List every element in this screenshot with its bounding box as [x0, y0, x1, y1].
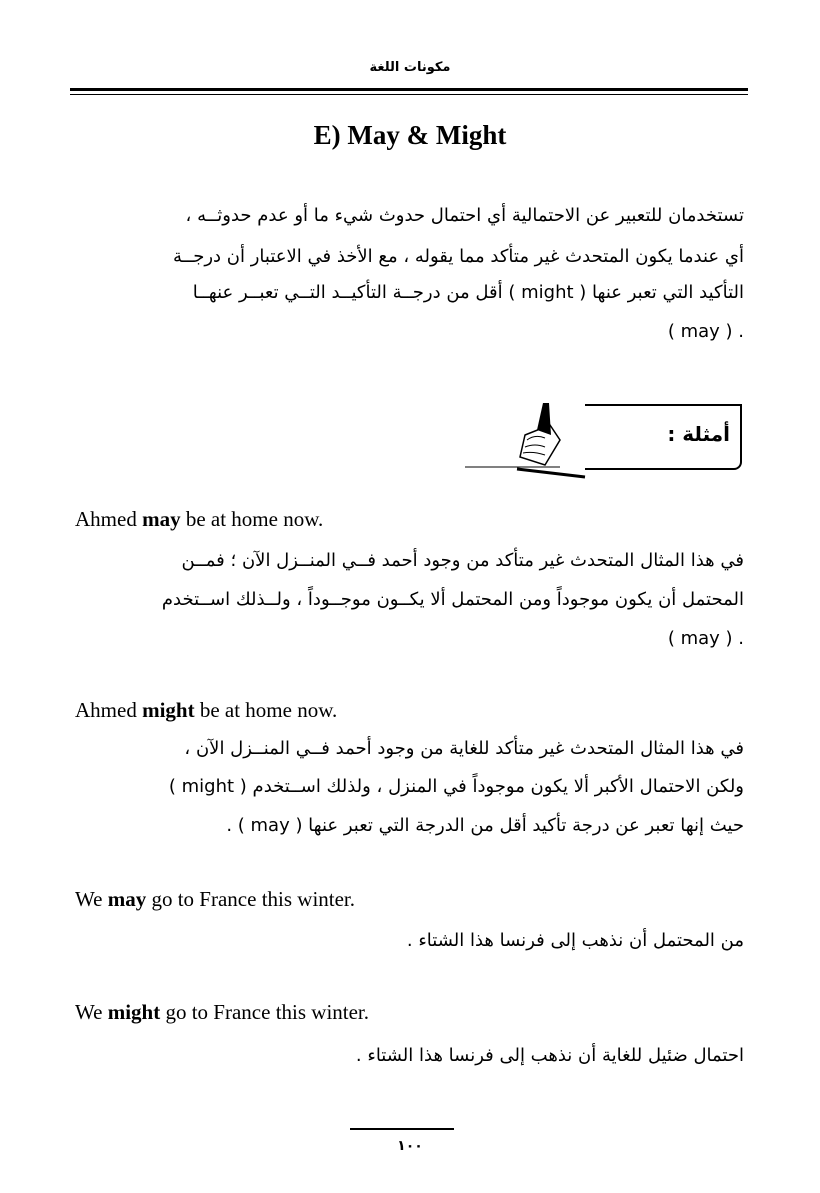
example-2-line-3: حيث إنها تعبر عن درجة تأكيد أقل من الدرجة التي تعبر عنها ( may ) .	[226, 815, 744, 836]
example-3-keyword: may	[107, 887, 147, 911]
example-1-keyword: may	[142, 507, 181, 531]
example-3-pre: We	[75, 887, 108, 911]
example-1-line-2: المحتمل أن يكون موجوداً ومن المحتمل ألا يكــون موجــوداً ، ولــذلك اســتخدم	[161, 589, 744, 610]
intro-line-1: تستخدمان للتعبير عن الاحتمالية أي احتمال حدوث شيء ما أو عدم حدوثــه ،	[185, 205, 744, 226]
intro-line-3: التأكيد التي تعبر عنها ( might ) أقل من درجــة التأكيــد التــي تعبــر عنهــا	[192, 282, 744, 303]
example-1-post: be at home now.	[180, 507, 324, 531]
header-rule-thick	[70, 88, 748, 91]
example-sentence-1	[75, 507, 323, 532]
example-2-post: be at home now.	[194, 698, 338, 722]
examples-box	[585, 404, 742, 470]
page-number: ١٠٠	[397, 1138, 423, 1154]
example-4-line-1: احتمال ضئيل للغاية أن نذهب إلى فرنسا هذا الشتاء .	[355, 1045, 744, 1066]
example-4-post: go to France this winter.	[160, 1000, 370, 1024]
example-4-pre: We	[75, 1000, 108, 1024]
footer-rule	[350, 1128, 454, 1130]
example-1-line-1: في هذا المثال المتحدث غير متأكد من وجود أحمد فــي المنــزل الآن ؛ فمــن	[181, 550, 744, 571]
intro-line-4: . ( may )	[667, 321, 744, 342]
example-2-pre: Ahmed	[75, 698, 143, 722]
section-title: E) May & Might	[313, 120, 507, 150]
example-sentence-4	[75, 1000, 369, 1025]
example-sentence-3	[75, 887, 355, 912]
example-2-line-1: في هذا المثال المتحدث غير متأكد للغاية من وجود أحمد فــي المنــزل الآن ،	[184, 738, 744, 759]
examples-label: أمثلة :	[667, 422, 730, 446]
example-3-line-1: من المحتمل أن نذهب إلى فرنسا هذا الشتاء .	[406, 930, 744, 951]
example-3-post: go to France this winter.	[146, 887, 356, 911]
example-2-keyword: might	[142, 698, 195, 722]
pencil-hand-icon	[465, 395, 595, 485]
example-4-keyword: might	[107, 1000, 161, 1024]
example-1-pre: Ahmed	[75, 507, 143, 531]
example-1-line-3: . ( may )	[667, 628, 744, 649]
example-sentence-2	[75, 698, 337, 723]
intro-line-2: أي عندما يكون المتحدث غير متأكد مما يقوله ، مع الأخذ في الاعتبار أن درجــة	[173, 246, 744, 267]
chapter-header: مكونات اللغة	[369, 60, 451, 75]
header-rule-thin	[70, 94, 748, 95]
example-2-line-2: ولكن الاحتمال الأكبر ألا يكون موجوداً في المنزل ، ولذلك اســتخدم ( might )	[168, 776, 744, 797]
